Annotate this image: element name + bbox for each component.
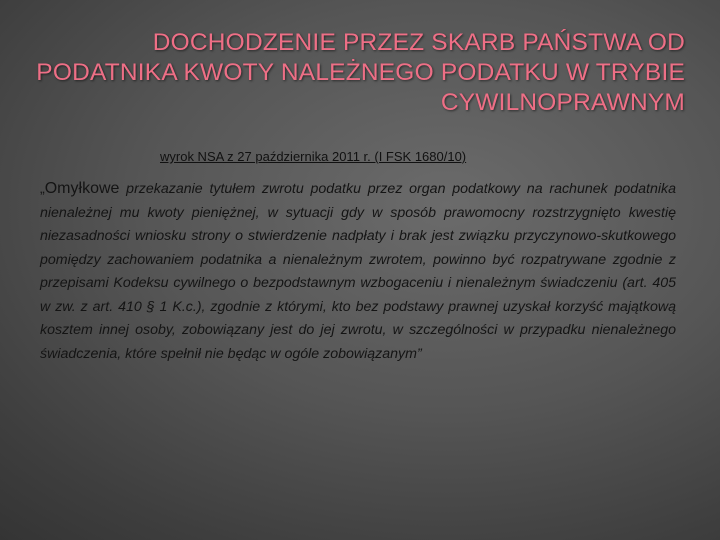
quote-lead-word: Omyłkowe bbox=[44, 180, 120, 197]
quote-body: przekazanie tytułem zwrotu podatku przez organ podatkowy na rachunek podatnika nienależnej mu kwoty pieniężnej, w sytuacji gdy w sposób prawomocny rozstrzygnięto kwestię niezasadności wniosku strony o stwierdzenie nadpłaty i brak jest związku przyczynowo-skutkowego pomiędzy zachowaniem podatnika a nienależnym zwrotem, powinno być rozpatrywane zgodnie z przepisami Kodeksu cywilnego o bezpodstawnym wzbogaceniu i nienależnym świadczeniu (art. 405 w zw. z art. 410 § 1 K.c.), zgodnie z którymi, kto bez podstawy prawnej uzyskał korzyść majątkową kosztem innej osoby, zobowiązany jest do jej zwrotu, w szczególności w przypadku nienależnego świadczenia, które spełnił nie będąc w ogóle zobowiązanym” bbox=[40, 181, 676, 362]
court-ruling-reference: wyrok NSA z 27 października 2011 r. (I FSK 1680/10) bbox=[160, 149, 467, 164]
ruling-quote bbox=[40, 177, 676, 366]
slide-title: DOCHODZENIE PRZEZ SKARB PAŃSTWA OD PODATNIKA KWOTY NALEŻNEGO PODATKU W TRYBIE CYWILNOPRAWNYM bbox=[36, 29, 685, 116]
opening-quote-mark: „ bbox=[40, 181, 45, 197]
